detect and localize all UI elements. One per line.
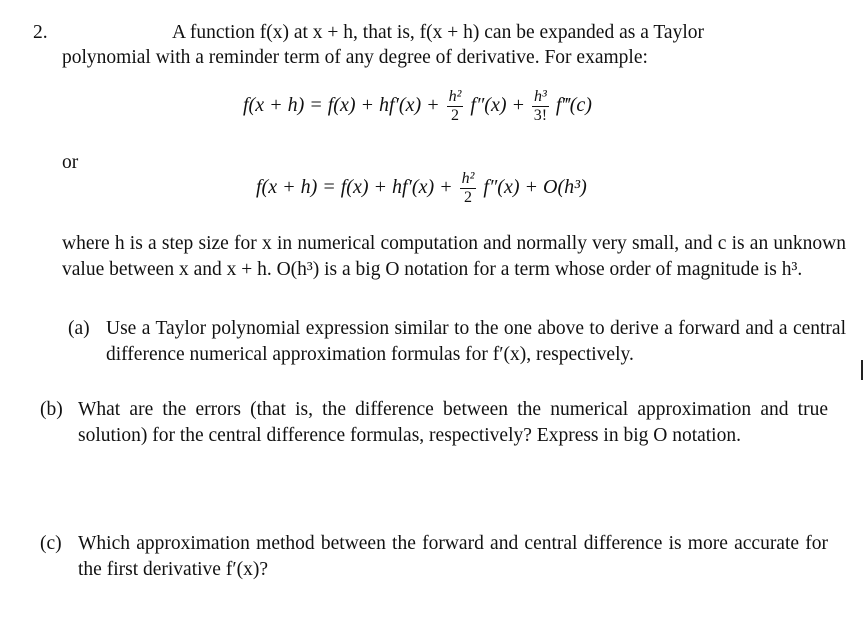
eq1-remainder: f‴(c) — [555, 94, 592, 117]
problem-number: 2. — [33, 22, 48, 43]
taylor-equation-2 — [256, 170, 587, 207]
eq2-frac-denominator: 2 — [464, 189, 473, 206]
part-a-text: Use a Taylor polynomial expression similar to the one above to derive a forward and a central difference numerical approximation formulas for f′(x), respectively. — [106, 318, 846, 365]
part-b-text: What are the errors (that is, the difference between the numerical approximation and true solution) for the central difference formulas, respectively? Express in big O notation. — [78, 399, 828, 446]
where-paragraph: where h is a step size for x in numerical computation and normally very small, and c is an unknown value between x and x + h. O(h³) is a big O notation for a term whose order of magnitude is h³. — [62, 233, 846, 280]
text-cursor — [861, 360, 863, 380]
eq1-lhs: f(x + h) = f(x) + hf′(x) + — [243, 94, 440, 117]
part-b-label: (b) — [40, 399, 63, 420]
eq1-fraction-h2-over-2 — [447, 88, 464, 125]
intro-line-2: polynomial with a reminder term of any degree of derivative. For example: — [62, 47, 648, 68]
part-a-label: (a) — [68, 318, 90, 339]
eq1-frac1-numerator: h² — [448, 88, 462, 105]
eq1-fraction-h3-over-3fact — [532, 88, 549, 125]
eq1-middle: f″(x) + — [470, 94, 526, 117]
taylor-equation-1 — [243, 88, 592, 125]
eq2-fraction-h2-over-2 — [460, 170, 477, 207]
eq2-lhs: f(x + h) = f(x) + hf′(x) + — [256, 176, 453, 199]
intro-line-1: A function f(x) at x + h, that is, f(x + h) can be expanded as a Taylor — [172, 22, 704, 43]
eq1-frac2-denominator: 3! — [533, 107, 548, 124]
eq2-remainder: f″(x) + O(h³) — [483, 176, 587, 199]
eq2-frac-numerator: h² — [461, 170, 475, 187]
eq1-frac1-denominator: 2 — [451, 107, 460, 124]
or-label: or — [62, 152, 79, 173]
eq1-frac2-numerator: h³ — [534, 88, 547, 105]
part-c-label: (c) — [40, 533, 62, 554]
part-c-text: Which approximation method between the forward and central difference is more accurate for the first derivative f′(x)? — [78, 533, 828, 580]
